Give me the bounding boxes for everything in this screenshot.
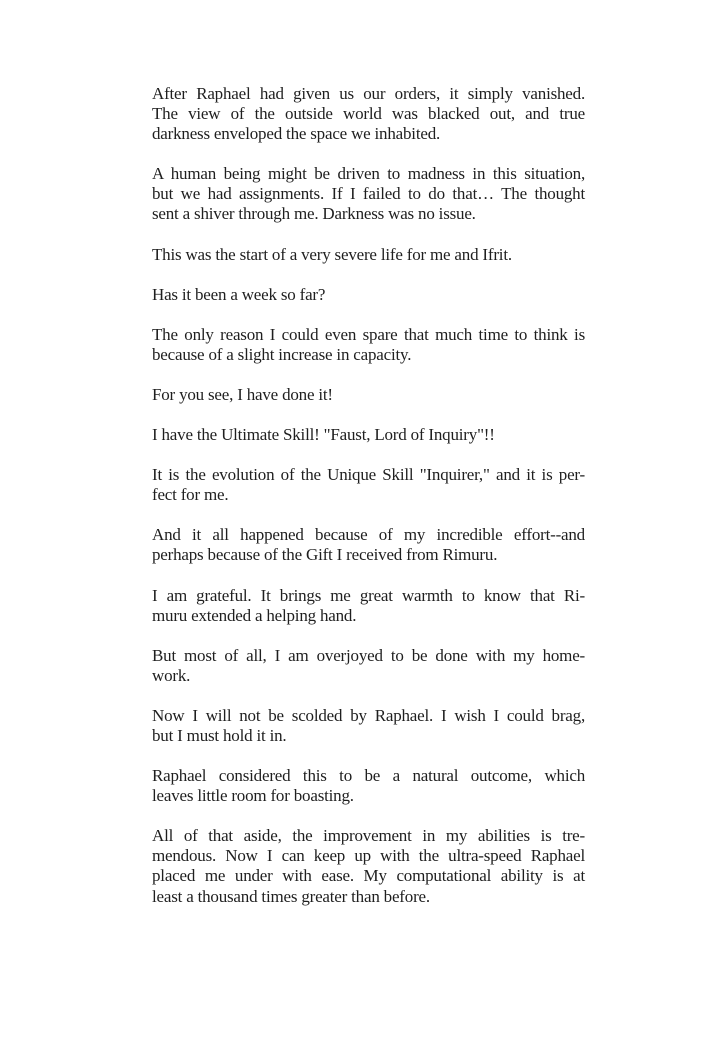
text-line: I have the Ultimate Skill! "Faust, Lord of Inquiry"!! (152, 425, 495, 445)
paragraph (152, 385, 585, 405)
text-line: And it all happened because of my incredible effort--and (152, 525, 585, 545)
paragraph (152, 465, 585, 505)
text-line: After Raphael had given us our orders, it simply vanished. (152, 84, 585, 103)
paragraph (152, 425, 585, 445)
text-line: leaves little room for boasting. (152, 786, 354, 806)
text-line: Now I will not be scolded by Raphael. I wish I could brag, (152, 705, 585, 725)
paragraph (152, 706, 585, 746)
text-line: fect for me. (152, 485, 229, 505)
text-line: placed me under with ease. My computational ability is at (152, 866, 585, 886)
paragraph (152, 586, 585, 626)
paragraph (152, 766, 585, 806)
paragraph (152, 525, 585, 565)
paragraph (152, 84, 585, 144)
text-line: Raphael considered this to be a natural outcome, which (152, 766, 585, 786)
text-line: All of that aside, the improvement in my abilities is tre- (152, 826, 585, 846)
paragraph (152, 164, 585, 224)
text-line: Has it been a week so far? (152, 284, 326, 304)
paragraph (152, 325, 585, 365)
text-line: least a thousand times greater than before. (152, 886, 430, 906)
text-line: I am grateful. It brings me great warmth to know that Ri- (152, 585, 585, 605)
text-line: sent a shiver through me. Darkness was no issue. (152, 204, 476, 224)
text-line: For you see, I have done it! (152, 384, 333, 404)
text-line: because of a slight increase in capacity. (152, 344, 412, 364)
text-line: perhaps because of the Gift I received from Rimuru. (152, 545, 498, 565)
paragraph (152, 646, 585, 686)
paragraph (152, 245, 585, 265)
text-line: This was the start of a very severe life for me and Ifrit. (152, 244, 512, 264)
paragraph (152, 285, 585, 305)
text-line: but we had assignments. If I failed to do that… The thought (152, 184, 585, 204)
text-line: The view of the outside world was blacked out, and true (152, 104, 585, 124)
paragraph (152, 826, 585, 906)
text-line: work. (152, 665, 191, 685)
text-line: darkness enveloped the space we inhabited. (152, 124, 441, 144)
text-line: but I must hold it in. (152, 725, 287, 745)
text-line: The only reason I could even spare that much time to think is (152, 324, 585, 344)
text-line: But most of all, I am overjoyed to be done with my home- (152, 645, 585, 665)
text-block (152, 84, 585, 907)
text-line: A human being might be driven to madness in this situation, (152, 164, 585, 184)
text-line: It is the evolution of the Unique Skill "Inquirer," and it is per- (152, 465, 585, 485)
text-line: mendous. Now I can keep up with the ultra-speed Raphael (152, 846, 585, 866)
text-line: muru extended a helping hand. (152, 605, 357, 625)
